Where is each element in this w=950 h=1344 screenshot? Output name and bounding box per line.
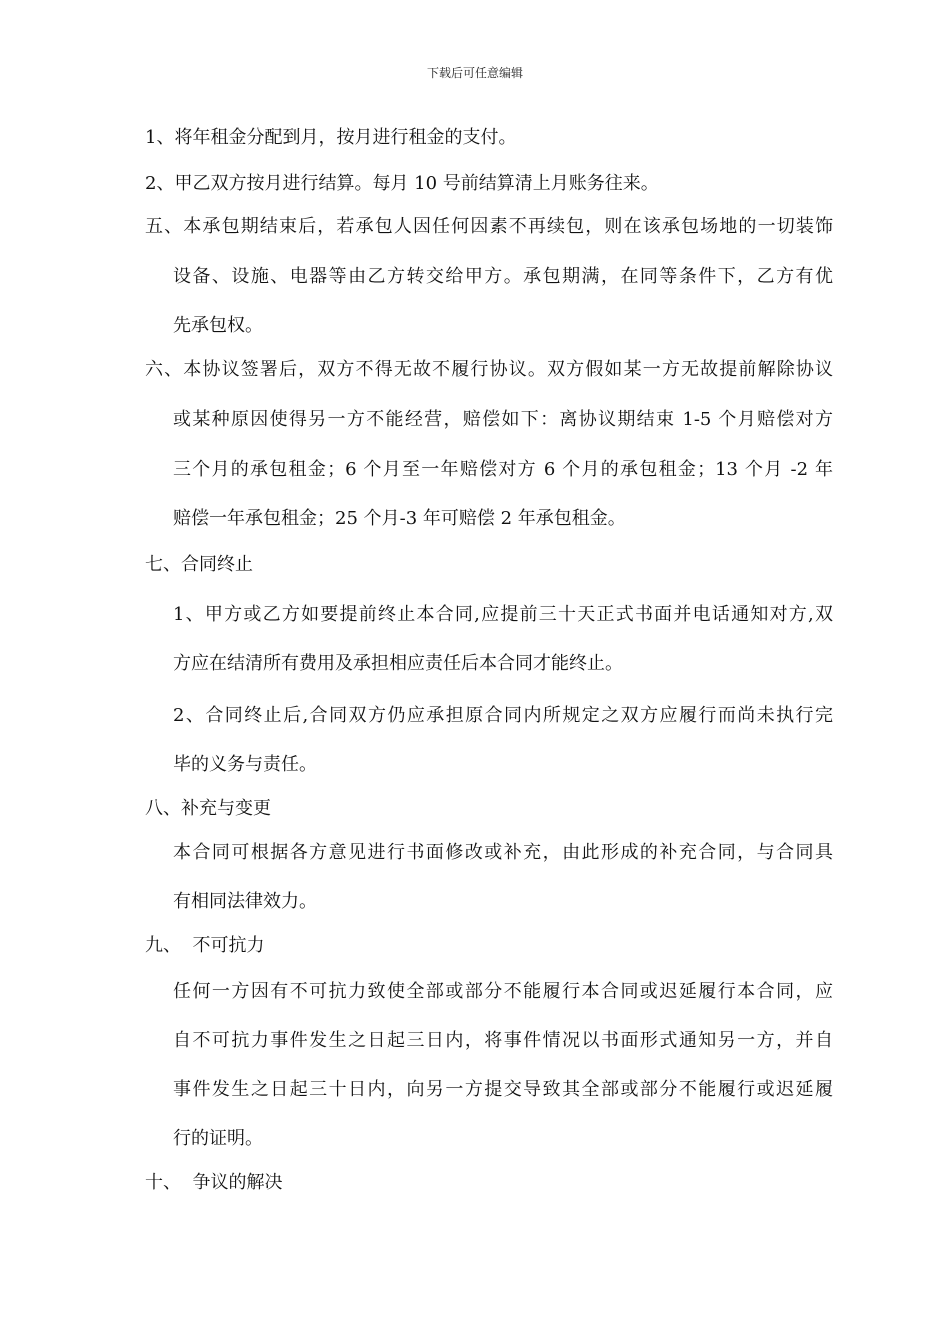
clause-line: 有相同法律效力。 bbox=[173, 891, 317, 912]
section-heading-8: 八、补充与变更 bbox=[145, 798, 271, 819]
clause-line: 方应在结清所有费用及承担相应责任后本合同才能终止。 bbox=[173, 653, 623, 674]
clause-line: 设备、设施、电器等由乙方转交给甲方。承包期满，在同等条件下，乙方有优 bbox=[173, 266, 833, 287]
clause-line: 或某种原因使得另一方不能经营，赔偿如下：离协议期结束 1-5 个月赔偿对方 bbox=[173, 409, 833, 430]
clause-line: 先承包权。 bbox=[173, 315, 263, 336]
clause-line: 任何一方因有不可抗力致使全部或部分不能履行本合同或迟延履行本合同，应 bbox=[173, 981, 833, 1002]
clause-line: 2、甲乙双方按月进行结算。每月 10 号前结算清上月账务往来。 bbox=[145, 173, 659, 194]
clause-line: 1、将年租金分配到月，按月进行租金的支付。 bbox=[145, 127, 517, 148]
clause-line: 自不可抗力事件发生之日起三日内，将事件情况以书面形式通知另一方，并自 bbox=[173, 1030, 833, 1051]
clause-line: 毕的义务与责任。 bbox=[173, 754, 317, 775]
clause-line: 2、合同终止后,合同双方仍应承担原合同内所规定之双方应履行而尚未执行完 bbox=[173, 705, 833, 726]
page-header: 下载后可任意编辑 bbox=[426, 66, 523, 80]
clause-line: 行的证明。 bbox=[173, 1128, 263, 1149]
clause-line: 赔偿一年承包租金；25 个月-3 年可赔偿 2 年承包租金。 bbox=[173, 508, 626, 529]
clause-line: 1、甲方或乙方如要提前终止本合同,应提前三十天正式书面并电话通知对方,双 bbox=[173, 604, 833, 625]
section-heading-9: 九、 不可抗力 bbox=[145, 935, 265, 956]
clause-line: 事件发生之日起三十日内，向另一方提交导致其全部或部分不能履行或迟延履 bbox=[173, 1079, 833, 1100]
section-heading-5: 五、本承包期结束后，若承包人因任何因素不再续包，则在该承包场地的一切装饰 bbox=[145, 216, 833, 237]
clause-line: 本合同可根据各方意见进行书面修改或补充，由此形成的补充合同，与合同具 bbox=[173, 842, 833, 863]
clause-line: 三个月的承包租金；6 个月至一年赔偿对方 6 个月的承包租金；13 个月 -2 年 bbox=[173, 459, 833, 480]
section-heading-10: 十、 争议的解决 bbox=[145, 1172, 283, 1193]
section-heading-6: 六、本协议签署后，双方不得无故不履行协议。双方假如某一方无故提前解除协议 bbox=[145, 359, 833, 380]
section-heading-7: 七、合同终止 bbox=[145, 554, 253, 575]
